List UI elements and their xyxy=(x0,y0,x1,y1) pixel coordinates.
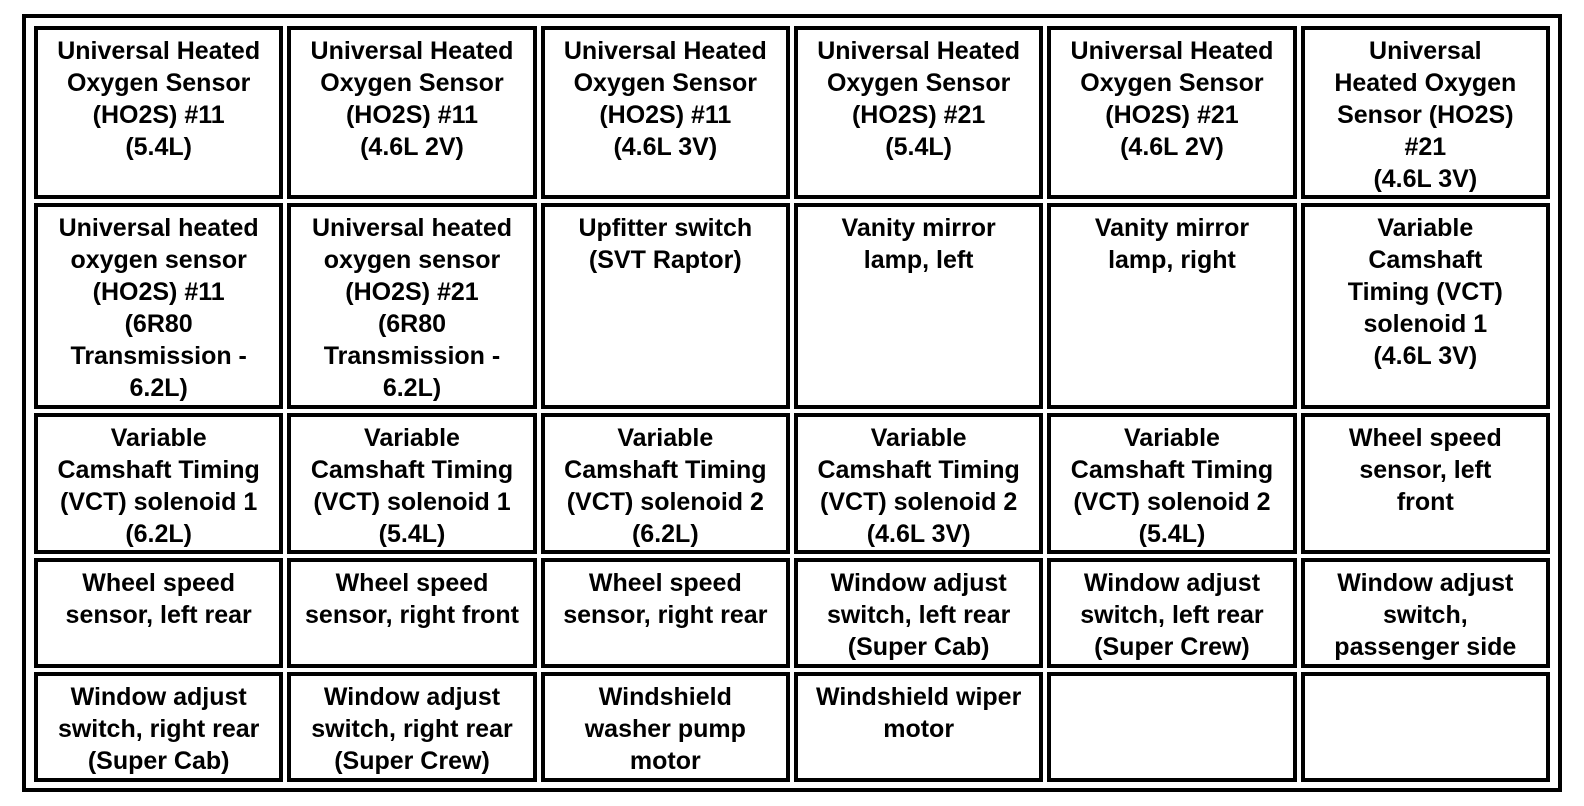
cell-line: Windshield xyxy=(598,683,732,711)
table-cell xyxy=(794,558,1043,668)
cell-line: Oxygen Sensor xyxy=(1080,69,1264,97)
component-index-table-frame xyxy=(22,14,1562,792)
cell-line: (5.4L) xyxy=(885,133,952,161)
cell-line: Vanity mirror xyxy=(841,214,996,242)
cell-line: (Super Cab) xyxy=(847,633,990,661)
cell-line: (4.6L 3V) xyxy=(1373,165,1478,193)
cell-line: Wheel speed xyxy=(82,569,236,597)
cell-line: (VCT) solenoid 2 xyxy=(566,488,764,516)
cell-line: oxygen sensor xyxy=(323,246,501,274)
cell-line: (5.4L) xyxy=(125,133,192,161)
cell-line: Wheel speed xyxy=(335,569,489,597)
cell-line: Oxygen Sensor xyxy=(320,69,504,97)
cell-line: motor xyxy=(883,715,955,743)
cell-line: (HO2S) #11 xyxy=(599,101,732,129)
cell-line: switch, left rear xyxy=(1080,601,1264,629)
cell-line: Universal Heated xyxy=(817,37,1021,65)
cell-line: #21 xyxy=(1404,133,1447,161)
cell-line: lamp, left xyxy=(863,246,974,274)
table-cell xyxy=(541,203,790,409)
table-cell xyxy=(541,413,790,554)
cell-line: (6.2L) xyxy=(631,520,699,548)
table-row xyxy=(34,413,1550,554)
table-cell xyxy=(1301,203,1550,409)
cell-line: Transmission - xyxy=(70,342,247,370)
cell-line: (6.2L) xyxy=(125,520,192,548)
table-body xyxy=(34,26,1550,782)
table-row xyxy=(34,26,1550,199)
cell-line: Universal Heated xyxy=(310,37,514,65)
cell-line: Camshaft Timing xyxy=(817,456,1020,484)
table-cell xyxy=(287,558,536,668)
cell-line: (HO2S) #21 xyxy=(851,101,986,129)
table-cell xyxy=(794,672,1043,782)
cell-line: Camshaft Timing xyxy=(310,456,514,484)
cell-line: front xyxy=(1396,488,1454,516)
cell-line: (VCT) solenoid 1 xyxy=(60,488,258,516)
cell-line: (5.4L) xyxy=(1138,520,1206,548)
table-cell xyxy=(34,558,283,668)
cell-line: Window adjust xyxy=(1337,569,1514,597)
cell-line: (SVT Raptor) xyxy=(588,246,742,274)
cell-line: switch, left rear xyxy=(826,601,1011,629)
cell-line: 6.2L) xyxy=(382,374,442,402)
cell-line: (4.6L 3V) xyxy=(1373,342,1478,370)
cell-line: switch, right rear xyxy=(311,715,513,743)
cell-line: Wheel speed xyxy=(1348,424,1502,452)
cell-line: Transmission - xyxy=(323,342,501,370)
cell-line: motor xyxy=(629,747,701,775)
table-cell xyxy=(287,413,536,554)
cell-line: switch, xyxy=(1382,601,1468,629)
table-cell xyxy=(287,203,536,409)
table-cell xyxy=(541,672,790,782)
table-cell xyxy=(1047,413,1296,554)
table-cell xyxy=(794,203,1043,409)
cell-line: (5.4L) xyxy=(378,520,446,548)
cell-line: Window adjust xyxy=(323,683,501,711)
table-row xyxy=(34,558,1550,668)
cell-line: (Super Crew) xyxy=(1094,633,1250,661)
table-cell xyxy=(1047,203,1296,409)
cell-line: switch, right rear xyxy=(57,715,260,743)
cell-line: Wheel speed xyxy=(588,569,742,597)
table-cell xyxy=(794,26,1043,199)
cell-line: Camshaft Timing xyxy=(57,456,260,484)
cell-line: Variable xyxy=(1377,214,1474,242)
cell-line: Oxygen Sensor xyxy=(573,69,758,97)
cell-line: (4.6L 3V) xyxy=(613,133,718,161)
table-cell xyxy=(287,26,536,199)
cell-line: (Super Crew) xyxy=(334,747,490,775)
cell-line: (6R80 xyxy=(124,310,193,338)
cell-line: Universal heated xyxy=(311,214,513,242)
cell-line: (VCT) solenoid 1 xyxy=(313,488,511,516)
cell-line: (HO2S) #21 xyxy=(1105,101,1239,129)
table-cell xyxy=(287,672,536,782)
cell-line: Camshaft xyxy=(1368,246,1483,274)
cell-line: Window adjust xyxy=(70,683,247,711)
cell-line: sensor, left xyxy=(1359,456,1492,484)
table-cell xyxy=(34,26,283,199)
cell-line: Universal Heated xyxy=(1070,37,1274,65)
cell-line: (VCT) solenoid 2 xyxy=(1073,488,1271,516)
cell-line: (4.6L 3V) xyxy=(866,520,971,548)
table-row xyxy=(34,203,1550,409)
cell-line: lamp, right xyxy=(1108,246,1236,274)
cell-line: sensor, right front xyxy=(305,601,519,629)
cell-line: (HO2S) #21 xyxy=(345,278,479,306)
table-cell xyxy=(541,558,790,668)
cell-line: Sensor (HO2S) xyxy=(1337,101,1514,129)
table-cell xyxy=(1301,413,1550,554)
cell-line: (HO2S) #11 xyxy=(345,101,478,129)
cell-line: Universal heated xyxy=(58,214,259,242)
table-cell xyxy=(1301,26,1550,199)
cell-line: Window adjust xyxy=(1083,569,1261,597)
cell-line: Variable xyxy=(870,424,967,452)
cell-line: (HO2S) #11 xyxy=(92,101,225,129)
table-row xyxy=(34,672,1550,782)
cell-line: Heated Oxygen xyxy=(1334,69,1517,97)
cell-line: Universal Heated xyxy=(563,37,767,65)
cell-line: Variable xyxy=(1124,424,1220,452)
table-cell xyxy=(34,672,283,782)
cell-line: sensor, right rear xyxy=(563,601,768,629)
cell-line: washer pump xyxy=(584,715,746,743)
table-cell xyxy=(34,413,283,554)
cell-line: (Super Cab) xyxy=(87,747,230,775)
table-cell xyxy=(541,26,790,199)
cell-line: oxygen sensor xyxy=(70,246,247,274)
empty-cell xyxy=(1301,672,1550,782)
cell-line: Window adjust xyxy=(830,569,1007,597)
cell-line: Universal Heated xyxy=(57,37,261,65)
cell-line: (6R80 xyxy=(377,310,447,338)
cell-line: Camshaft Timing xyxy=(1070,456,1274,484)
cell-line: passenger side xyxy=(1334,633,1517,661)
table-cell xyxy=(34,203,283,409)
table-cell xyxy=(1047,558,1296,668)
table-cell xyxy=(794,413,1043,554)
cell-line: (HO2S) #11 xyxy=(92,278,225,306)
cell-line: Upfitter switch xyxy=(578,214,753,242)
cell-line: Universal xyxy=(1369,37,1482,65)
cell-line: Camshaft Timing xyxy=(564,456,767,484)
cell-line: Oxygen Sensor xyxy=(826,69,1011,97)
cell-line: Variable xyxy=(364,424,460,452)
cell-line: (4.6L 2V) xyxy=(360,133,464,161)
cell-line: sensor, left rear xyxy=(65,601,252,629)
cell-line: Variable xyxy=(110,424,207,452)
cell-line: Windshield wiper xyxy=(815,683,1022,711)
table-cell xyxy=(1047,26,1296,199)
cell-line: 6.2L) xyxy=(129,374,188,402)
cell-line: Timing (VCT) xyxy=(1347,278,1503,306)
component-index-table xyxy=(30,22,1554,786)
table-cell xyxy=(1301,558,1550,668)
cell-line: Oxygen Sensor xyxy=(66,69,251,97)
cell-line: (VCT) solenoid 2 xyxy=(820,488,1018,516)
cell-line: Vanity mirror xyxy=(1094,214,1250,242)
cell-line: Variable xyxy=(617,424,714,452)
empty-cell xyxy=(1047,672,1296,782)
cell-line: (4.6L 2V) xyxy=(1120,133,1224,161)
cell-line: solenoid 1 xyxy=(1363,310,1488,338)
